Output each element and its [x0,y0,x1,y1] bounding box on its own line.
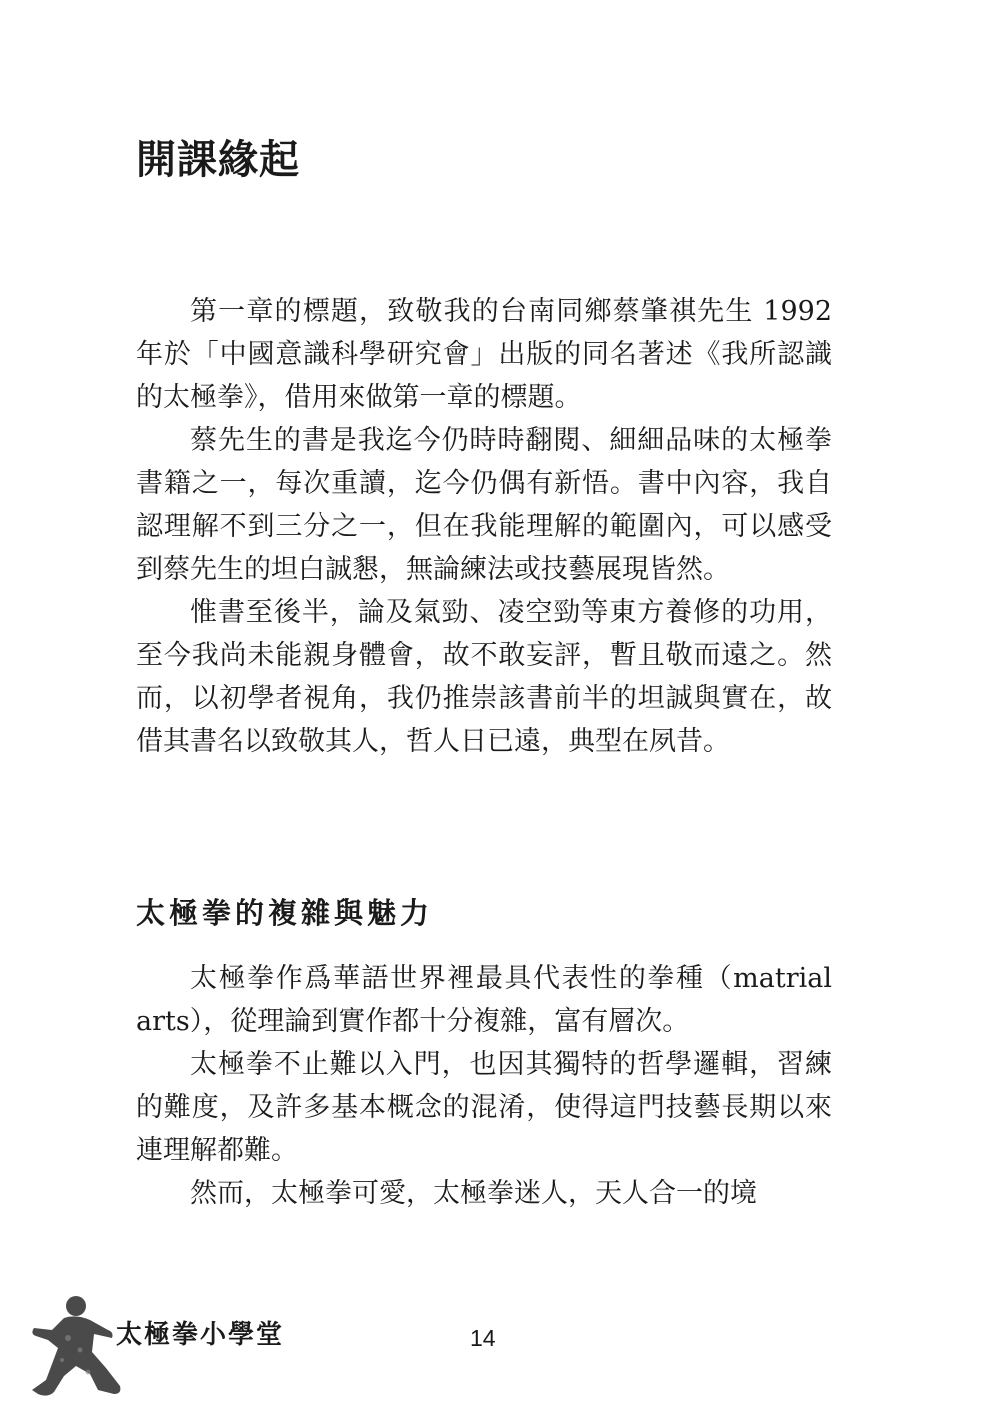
page-title: 開課緣起 [136,137,300,183]
paragraph: 太極拳不止難以入門，也因其獨特的哲學邏輯，習練的難度，及許多基本概念的混淆，使得這門技藝長期以來連理解都難。 [136,1049,832,1166]
footer-book-title: 太極拳小學堂 [116,1320,285,1350]
page-number: 14 [470,1325,496,1351]
section-2-body [136,957,832,1215]
section-heading: 太極拳的複雜與魅力 [136,896,434,930]
paragraph: 第一章的標題，致敬我的台南同鄉蔡肇祺先生 1992 年於「中國意識科學研究會」出版的同名著述《我所認識的太極拳》，借用來做第一章的標題。 [136,296,832,413]
paragraph: 太極拳作爲華語世界裡最具代表性的拳種（matrial arts），從理論到實作都十分複雜，富有層次。 [136,963,832,1037]
section-1-body [136,290,832,763]
paragraph: 然而，太極拳可愛，太極拳迷人，天人合一的境 [190,1178,757,1209]
paragraph: 惟書至後半，論及氣勁、凌空勁等東方養修的功用，至今我尚未能親身體會，故不敢妄評，暫且敬而遠之。然而，以初學者視角，我仍推崇該書前半的坦誠與實在，故借其書名以致敬其人，哲人日已遠，典型在夙昔。 [136,597,832,757]
taichi-figure-icon [28,1290,126,1402]
paragraph: 蔡先生的書是我迄今仍時時翻閱、細細品味的太極拳書籍之一，每次重讀，迄今仍偶有新悟。書中內容，我自認理解不到三分之一，但在我能理解的範圍內，可以感受到蔡先生的坦白誠懇，無論練法或技藝展現皆然。 [136,425,832,585]
